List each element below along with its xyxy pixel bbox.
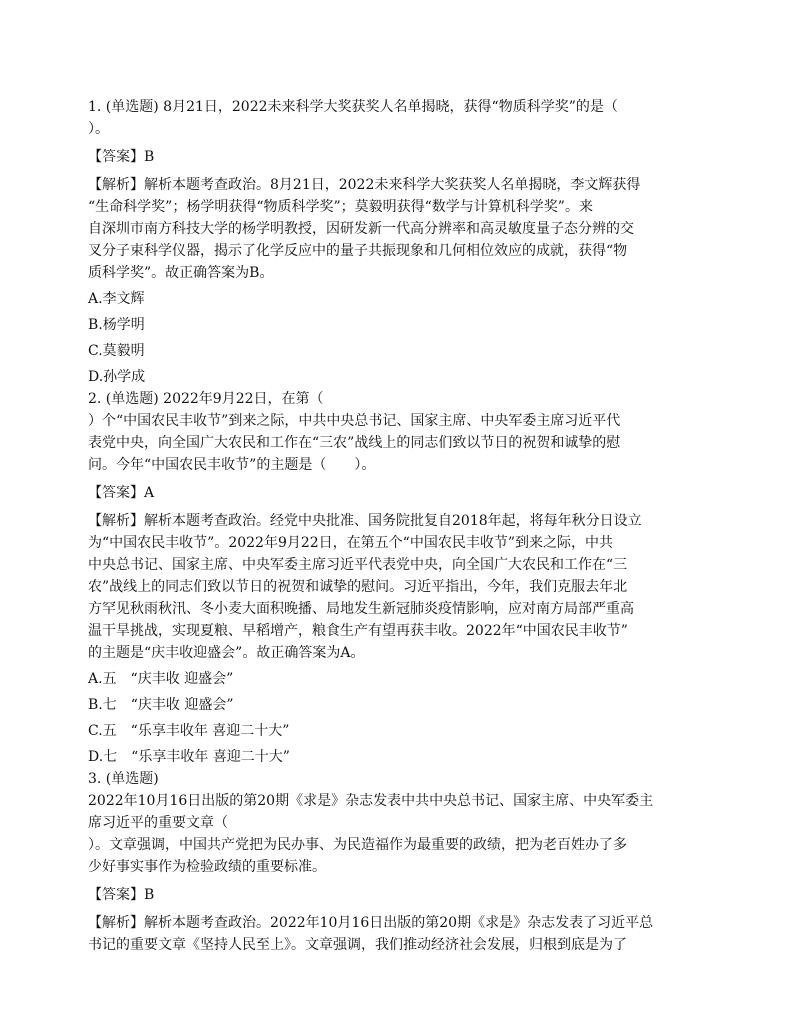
stem-line: 表党中央，向全国广大农民和工作在“三农”战线上的同志们致以节日的祝贺和诚挚的慰 [88,435,621,451]
option-a: A.李文辉 [88,291,145,307]
answer-label: 【答案】 [88,887,144,903]
option-d: D.七 “乐享丰收年 喜迎二十大” [88,749,290,765]
answer-label: 【答案】 [88,149,144,165]
analysis-line: “生命科学奖”；杨学明获得“物质科学奖”；莫毅明获得“数学与计算机科学奖”。来 [88,199,593,215]
analysis-line: 叉分子束科学仪器，揭示了化学反应中的量子共振现象和几何相位效应的成就，获得“物 [88,243,628,259]
analysis-line: 方罕见秋雨秋汛、冬小麦大面积晚播、局地发生新冠肺炎疫情影响，应对南方局部严重高 [88,601,634,617]
stem-line: 席习近平的重要文章（ [88,815,228,831]
analysis-line [88,174,710,196]
question-2 [88,388,710,768]
analysis [88,912,710,956]
answer-line [88,482,710,504]
analysis-line: 的主题是“庆丰收迎盛会”。故正确答案为A。 [88,645,365,661]
option-b: B.杨学明 [88,317,145,333]
analysis-line: 农”战线上的同志们致以节日的祝贺和诚挚的慰问。习近平指出，今年，我们克服去年北 [88,579,628,595]
stem-line: ）。文章强调，中国共产党把为民办事、为民造福作为最重要的政绩，把为老百姓办了多 [88,837,627,853]
analysis-line: 自深圳市南方科技大学的杨学明教授，因研发新一代高分辨率和高灵敏度量子态分辨的交 [88,221,634,237]
question-1 [88,96,710,388]
analysis [88,174,710,284]
analysis-label: 【解析】 [88,177,144,193]
stem-line: 少好事实事作为检验政绩的重要标准。 [88,859,326,875]
analysis-line: 质科学奖”。故正确答案为B。 [88,265,274,281]
analysis-text: 解析本题考查政治。8月21日，2022未来科学大奖获奖人名单揭晓，李文辉获得 [144,177,641,193]
analysis-line: 中央总书记、国家主席、中央军委主席习近平代表党中央，向全国广大农民和工作在“三 [88,557,628,573]
analysis-line [88,912,710,934]
analysis [88,510,710,664]
stem-line: 问。今年“中国农民丰收节”的主题是（ ）。 [88,457,376,473]
question-stem [88,768,710,878]
option-d: D.孙学成 [88,369,146,385]
answer-line [88,884,710,906]
option-c: C.五 “乐享丰收年 喜迎二十大” [88,723,290,739]
analysis-text: 解析本题考查政治。2022年10月16日出版的第20期《求是》杂志发表了习近平总 [144,915,654,931]
analysis-line: 为“中国农民丰收节”。2022年9月22日，在第五个“中国农民丰收节”到来之际，中共 [88,535,613,551]
document-page [88,96,710,956]
stem-line: ）。 [88,121,109,137]
answer-line [88,146,710,168]
question-3 [88,768,710,956]
stem-line: 1. (单选题) 8月21日，2022未来科学大奖获奖人名单揭晓，获得“物质科学奖”的是（ [88,99,618,115]
stem-line: ）个“中国农民丰收节”到来之际，中共中央总书记、国家主席、中央军委主席习近平代 [88,413,621,429]
answer-label: 【答案】 [88,485,144,501]
stem-line: 2022年10月16日出版的第20期《求是》杂志发表中共中央总书记、国家主席、中央军委主 [88,793,654,809]
answer-value: A [144,485,155,501]
question-stem [88,388,710,476]
analysis-label: 【解析】 [88,513,144,529]
answer-value: B [144,149,155,165]
analysis-line [88,510,710,532]
question-stem [88,96,710,140]
analysis-label: 【解析】 [88,915,144,931]
analysis-line: 温干旱挑战，实现夏粮、早稻增产，粮食生产有望再获丰收。2022年“中国农民丰收节” [88,623,628,639]
option-b: B.七 “庆丰收 迎盛会” [88,697,234,713]
stem-line: 2. (单选题) 2022年9月22日，在第（ [88,391,324,407]
option-a: A.五 “庆丰收 迎盛会” [88,671,234,687]
analysis-line: 书记的重要文章《坚持人民至上》。文章强调，我们推动经济社会发展，归根到底是为了 [88,937,627,953]
option-c: C.莫毅明 [88,343,145,359]
stem-line: 3. (单选题) [88,771,159,787]
analysis-text: 解析本题考查政治。经党中央批准、国务院批复自2018年起，将每年秋分日设立 [144,513,642,529]
answer-value: B [144,887,155,903]
